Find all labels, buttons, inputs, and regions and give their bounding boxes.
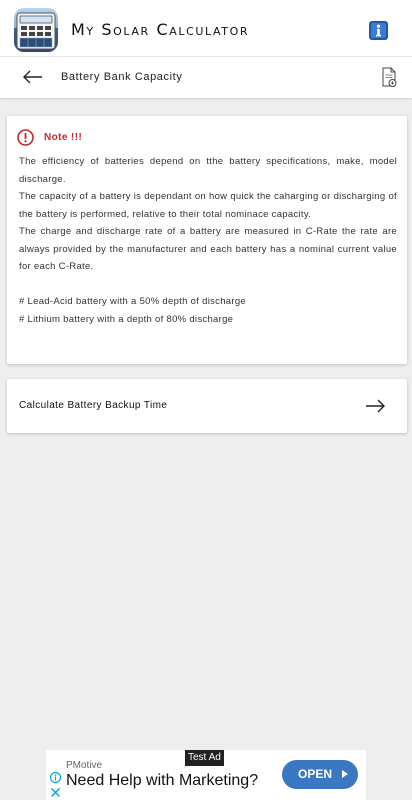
- document-icon[interactable]: [380, 66, 398, 89]
- ad-headline: Need Help with Marketing?: [66, 772, 259, 789]
- back-arrow-icon[interactable]: [22, 67, 44, 87]
- app-header: [0, 0, 412, 56]
- note-paragraph: The capacity of a battery is dependant on how quick the caharging or discharging of the battery is performed, relative to their total nominace capacity.: [19, 191, 397, 220]
- ad-open-button[interactable]: [282, 760, 358, 789]
- page-title: Battery Bank Capacity: [61, 71, 183, 83]
- calculate-label: Calculate Battery Backup Time: [19, 400, 168, 411]
- alert-icon: [17, 129, 34, 146]
- play-arrow-icon: [342, 770, 348, 778]
- spacer: [19, 276, 397, 294]
- solar-calculator-logo: [14, 8, 58, 52]
- ad-close-icon[interactable]: [50, 785, 61, 796]
- note-paragraph: The efficiency of batteries depend on tthe battery specifications, make, model discharge.: [19, 156, 397, 185]
- app-title: My Solar Calculator: [71, 20, 250, 39]
- note-body: [19, 153, 397, 328]
- sub-header: [0, 56, 412, 98]
- note-title: Note !!!: [44, 132, 83, 143]
- forward-arrow-icon: [364, 397, 386, 415]
- note-bullet: # Lead-Acid battery with a 50% depth of discharge: [19, 296, 246, 307]
- ad-brand: PMotive: [66, 760, 103, 771]
- ad-info-icon[interactable]: [50, 770, 61, 781]
- ad-open-label: OPEN: [298, 767, 333, 781]
- ad-banner[interactable]: [46, 750, 366, 800]
- info-icon[interactable]: [368, 20, 389, 41]
- calculate-backup-time-button[interactable]: [7, 379, 407, 433]
- note-paragraph: The charge and discharge rate of a battery are measured in C-Rate the rate are always provided by the manufacturer and each battery has a nominal current value for each C-Rate.: [19, 226, 397, 272]
- note-bullet: # Lithium battery with a depth of 80% discharge: [19, 313, 234, 325]
- note-card: [7, 116, 407, 364]
- test-ad-label: Test Ad: [185, 750, 224, 766]
